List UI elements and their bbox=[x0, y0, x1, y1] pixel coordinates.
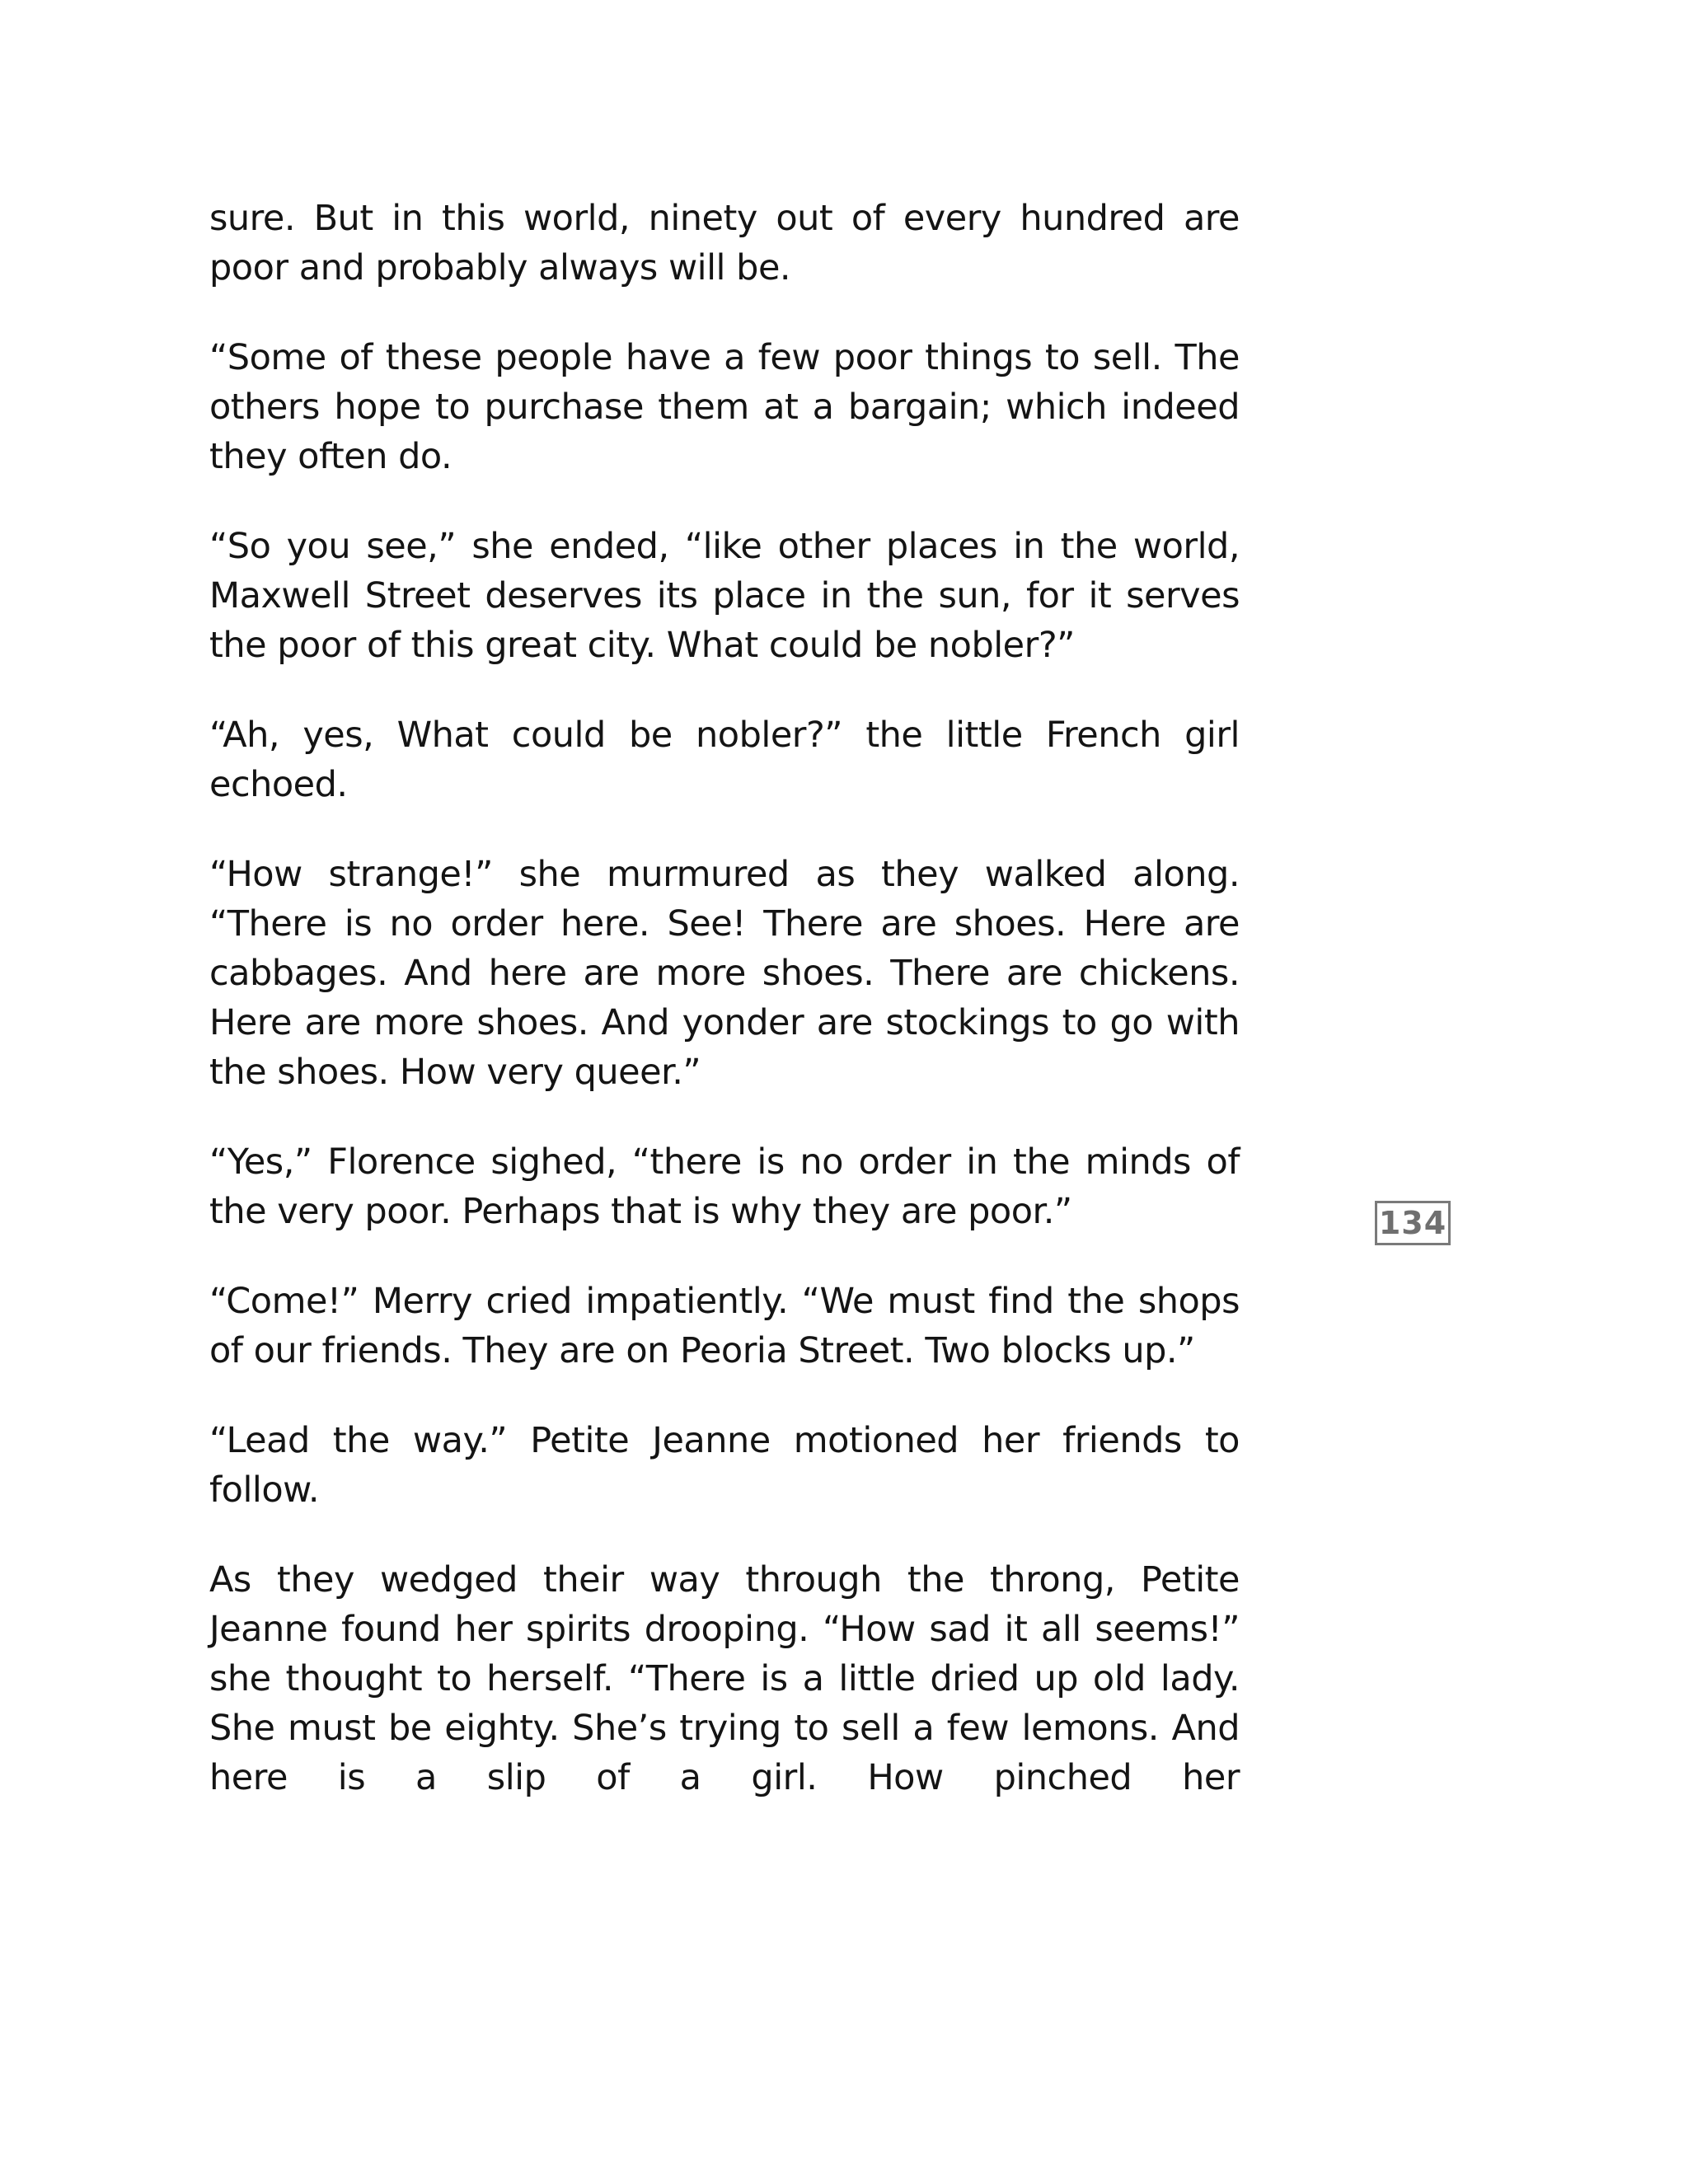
paragraph: “So you see,” she ended, “like other places in the world, Maxwell Street deserves its place in the sun, for it serves the poor of this great city. What could be nobler?” bbox=[209, 526, 1240, 666]
paragraph: “Come!” Merry cried impatiently. “We must find the shops of our friends. They are on Peoria Street. Two blocks up.” bbox=[209, 1281, 1240, 1371]
paragraph: As they wedged their way through the throng, Petite Jeanne found her spirits drooping. “How sad it all seems!” she thought to herself. “There is a little dried up old lady. She must be eighty. She’s trying to sell a few lemons. And here is a slip of a girl. How pinched her bbox=[209, 1559, 1240, 1798]
paragraph: “Ah, yes, What could be nobler?” the little French girl echoed. bbox=[209, 715, 1240, 805]
paragraph: “How strange!” she murmured as they walked along. “There is no order here. See! There are shoes. Here are cabbages. And here are more shoes. There are chickens. Here are more shoes. And yonder are stockings to go with the shoes. How very queer.” bbox=[209, 854, 1240, 1093]
page-number: 134 bbox=[1375, 1201, 1451, 1245]
paragraph: “Lead the way.” Petite Jeanne motioned her friends to follow. bbox=[209, 1420, 1240, 1511]
paragraph: “Yes,” Florence sighed, “there is no order in the minds of the very poor. Perhaps that is why they are poor.” bbox=[209, 1141, 1240, 1232]
body-text bbox=[209, 194, 1240, 1802]
paragraph: sure. But in this world, ninety out of every hundred are poor and probably always will be. bbox=[209, 198, 1240, 288]
paragraph: “Some of these people have a few poor things to sell. The others hope to purchase them at a bargain; which indeed they often do. bbox=[209, 337, 1240, 477]
